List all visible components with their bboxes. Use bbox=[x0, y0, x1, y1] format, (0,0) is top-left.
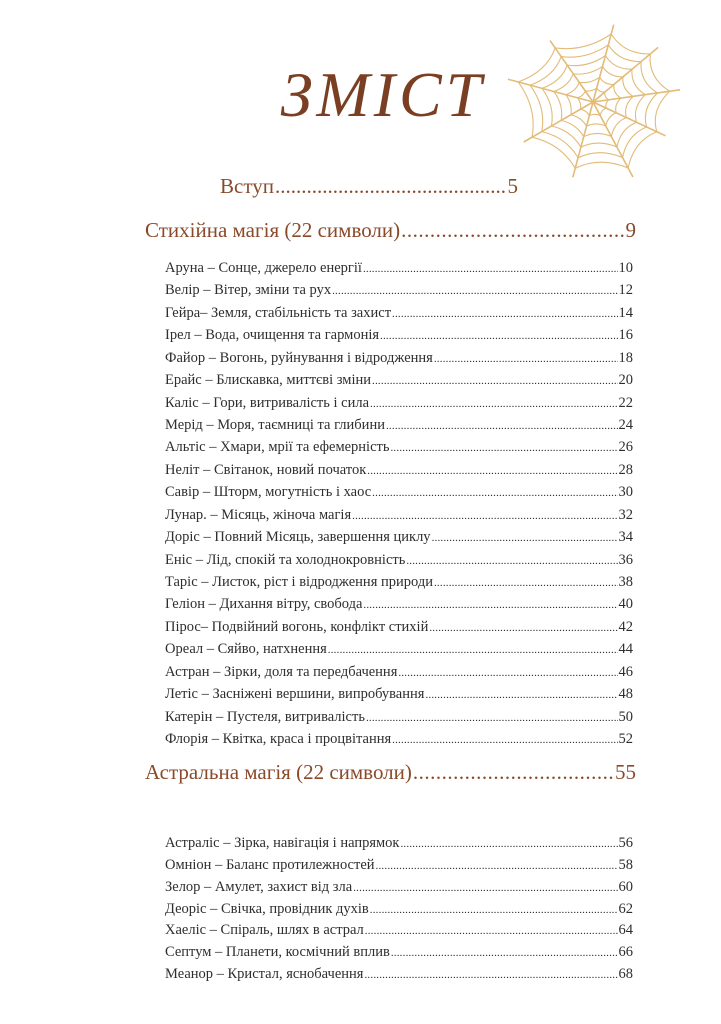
section-heading[interactable] bbox=[145, 760, 636, 785]
toc-entry-label: Савір – Шторм, могутність і хаос bbox=[165, 484, 372, 501]
section-heading-label: Астральна магія (22 символи) bbox=[145, 760, 412, 784]
toc-entry[interactable] bbox=[165, 835, 633, 852]
web-thread bbox=[561, 120, 584, 136]
toc-entry-page: 24 bbox=[618, 417, 633, 433]
web-thread bbox=[555, 34, 611, 49]
web-thread bbox=[584, 133, 612, 136]
web-spoke bbox=[524, 102, 593, 142]
section-heading-page: 9 bbox=[625, 218, 636, 242]
toc-entry-page: 34 bbox=[618, 529, 633, 546]
web-thread bbox=[542, 132, 578, 158]
dot-leader bbox=[434, 350, 618, 367]
dot-leader bbox=[353, 879, 617, 896]
web-spoke bbox=[593, 102, 633, 177]
dot-leader bbox=[363, 260, 618, 277]
web-thread bbox=[579, 77, 599, 82]
web-thread bbox=[554, 92, 562, 121]
dot-leader bbox=[372, 484, 617, 501]
toc-entry[interactable] bbox=[165, 966, 633, 983]
web-thread bbox=[605, 92, 609, 100]
toc-entry-label: Альтіс – Хмари, мрії та ефемерність bbox=[165, 439, 390, 456]
toc-entry-label: Хаеліс – Спіраль, шлях в астрал bbox=[165, 922, 364, 939]
toc-entry[interactable] bbox=[165, 686, 633, 703]
toc-entry[interactable] bbox=[165, 552, 633, 569]
toc-entry-page: 48 bbox=[618, 686, 633, 703]
toc-entry[interactable] bbox=[165, 282, 633, 299]
toc-entry-label: Меанор – Кристал, яснобачення bbox=[165, 966, 364, 983]
toc-entry-label: Ірел – Вода, очищення та гармонія bbox=[165, 327, 380, 344]
toc-entry[interactable] bbox=[165, 462, 633, 479]
toc-entry-label: Пірос– Подвійний вогонь, конфлікт стихій bbox=[165, 618, 429, 635]
toc-entry-page: 52 bbox=[618, 731, 633, 748]
toc-entry-page: 12 bbox=[618, 282, 633, 299]
toc-entry-label: Катерін – Пустеля, витривалість bbox=[165, 708, 365, 725]
dot-leader bbox=[400, 835, 617, 852]
web-thread bbox=[554, 74, 573, 92]
web-spoke bbox=[593, 25, 614, 102]
dot-leader bbox=[432, 529, 618, 546]
toc-entry-page: 14 bbox=[618, 304, 633, 321]
toc-entry-page: 20 bbox=[618, 372, 633, 389]
toc-entry-page: 10 bbox=[618, 260, 633, 276]
toc-entry-label: Деоріс – Свічка, провідник духів bbox=[165, 900, 369, 917]
web-thread bbox=[611, 118, 626, 137]
web-thread bbox=[578, 98, 581, 109]
toc-entry-page: 50 bbox=[618, 708, 633, 725]
section-heading-label: Стихійна магія (22 символи) bbox=[145, 218, 401, 242]
web-thread bbox=[578, 153, 622, 158]
dot-leader bbox=[425, 686, 617, 703]
toc-entry[interactable] bbox=[165, 901, 633, 918]
web-thread bbox=[623, 77, 633, 96]
dot-leader bbox=[370, 901, 618, 918]
dot-leader bbox=[332, 282, 617, 299]
dot-leader bbox=[391, 944, 618, 961]
web-thread bbox=[571, 115, 587, 126]
toc-entry-label: Зелор – Амулет, захист від зла bbox=[165, 878, 353, 895]
web-thread bbox=[587, 124, 606, 126]
toc-entry[interactable] bbox=[165, 395, 633, 412]
toc-entry-label: Летіс – Засніжені вершини, випробування bbox=[165, 686, 425, 703]
web-thread bbox=[606, 100, 609, 108]
web-thread bbox=[589, 114, 600, 115]
toc-entry-page: 30 bbox=[618, 484, 633, 501]
toc-entry-page: 22 bbox=[618, 394, 633, 411]
web-thread bbox=[617, 122, 637, 147]
web-thread bbox=[585, 88, 596, 91]
dot-leader bbox=[275, 174, 507, 199]
web-thread bbox=[635, 95, 645, 123]
toc-entry[interactable] bbox=[165, 619, 633, 636]
dot-leader bbox=[390, 439, 617, 456]
toc-entry[interactable] bbox=[165, 879, 633, 896]
toc-entry[interactable] bbox=[165, 439, 633, 456]
toc-entry-page: 18 bbox=[618, 349, 633, 366]
web-thread bbox=[581, 143, 617, 147]
dot-leader bbox=[363, 596, 617, 613]
web-thread bbox=[600, 77, 614, 84]
toc-entry-page: 56 bbox=[618, 835, 633, 851]
toc-entry-page: 28 bbox=[618, 461, 633, 478]
dot-leader bbox=[365, 922, 618, 939]
toc-entry-label: Астран – Зірки, доля та передбачення bbox=[165, 663, 398, 680]
toc-entry-label: Геліон – Дихання вітру, свобода bbox=[165, 596, 363, 613]
toc-entry[interactable] bbox=[165, 529, 633, 546]
toc-entry-page: 38 bbox=[618, 574, 633, 591]
dot-leader bbox=[328, 641, 618, 658]
dot-leader bbox=[392, 305, 617, 322]
dot-leader bbox=[372, 372, 617, 389]
toc-entry-page: 16 bbox=[618, 327, 633, 344]
dot-leader bbox=[366, 709, 618, 726]
toc-entry-label: Аруна – Сонце, джерело енергії bbox=[165, 260, 362, 276]
web-thread bbox=[616, 98, 621, 113]
web-thread bbox=[605, 56, 632, 70]
dot-leader bbox=[352, 507, 617, 524]
spider-web-icon bbox=[505, 22, 680, 190]
web-thread bbox=[575, 162, 628, 168]
web-thread bbox=[581, 109, 590, 115]
web-thread bbox=[626, 96, 634, 117]
toc-entry[interactable] bbox=[165, 260, 633, 277]
toc-entry-label: Неліт – Світанок, новий початок bbox=[165, 461, 367, 478]
toc-entry[interactable] bbox=[165, 574, 633, 591]
toc-entry-page: 66 bbox=[618, 944, 633, 961]
web-thread bbox=[606, 113, 616, 126]
toc-entry-page: 46 bbox=[618, 663, 633, 680]
web-thread bbox=[530, 85, 543, 131]
toc-entry[interactable] bbox=[165, 944, 633, 961]
web-thread bbox=[614, 85, 621, 99]
toc-entry-page: 68 bbox=[618, 966, 633, 983]
toc-entry[interactable] bbox=[165, 596, 633, 613]
dot-leader bbox=[370, 395, 617, 412]
toc-entry[interactable] bbox=[165, 922, 633, 939]
dot-leader bbox=[392, 731, 617, 748]
web-thread bbox=[542, 88, 552, 126]
toc-entry[interactable] bbox=[165, 372, 633, 389]
toc-entry-page: 64 bbox=[618, 922, 633, 939]
toc-intro-label: Вступ bbox=[220, 174, 274, 198]
web-thread bbox=[578, 91, 586, 98]
web-thread bbox=[655, 91, 669, 132]
toc-entry[interactable] bbox=[165, 484, 633, 501]
dot-leader bbox=[429, 619, 617, 636]
toc-entry-page: 40 bbox=[618, 596, 633, 613]
section-heading-page: 55 bbox=[615, 760, 636, 784]
toc-entry-label: Флорія – Квітка, краса і процвітання bbox=[165, 731, 392, 748]
web-thread bbox=[566, 82, 579, 94]
web-thread bbox=[566, 95, 571, 115]
toc-entry[interactable] bbox=[165, 327, 633, 344]
toc-entry-page: 44 bbox=[618, 641, 633, 658]
web-thread bbox=[573, 66, 602, 74]
dot-leader bbox=[413, 760, 614, 785]
dot-leader bbox=[367, 462, 617, 479]
toc-entry-label: Септум – Планети, космічний вплив bbox=[165, 944, 390, 961]
toc-entry-label: Каліс – Гори, витривалість і сила bbox=[165, 394, 370, 411]
web-thread bbox=[532, 137, 575, 168]
toc-entry-label: Омніон – Баланс протилежностей bbox=[165, 856, 375, 873]
toc-entry-page: 62 bbox=[618, 900, 633, 917]
web-thread bbox=[518, 48, 555, 82]
toc-entry[interactable] bbox=[165, 641, 633, 658]
toc-entry[interactable] bbox=[165, 350, 633, 367]
toc-entry-label: Ерайс – Блискавка, миттєві зміни bbox=[165, 372, 372, 389]
toc-entry-page: 42 bbox=[618, 618, 633, 635]
toc-entry-page: 60 bbox=[618, 878, 633, 895]
dot-leader bbox=[406, 552, 617, 569]
dot-leader bbox=[398, 664, 617, 681]
dot-leader bbox=[434, 574, 618, 591]
toc-entry-page: 58 bbox=[618, 856, 633, 873]
toc-entry-page: 32 bbox=[618, 506, 633, 523]
toc-entry-label: Таріс – Листок, ріст і відродження природи bbox=[165, 574, 433, 591]
toc-entry-label: Ореал – Сяйво, натхнення bbox=[165, 641, 327, 658]
toc-entry-page: 36 bbox=[618, 551, 633, 568]
toc-intro[interactable] bbox=[220, 174, 518, 199]
web-thread bbox=[597, 88, 605, 92]
web-thread bbox=[623, 127, 647, 158]
page-title: ЗМІСТ bbox=[280, 59, 486, 130]
toc-entry[interactable] bbox=[165, 305, 633, 322]
toc-entry[interactable] bbox=[165, 857, 633, 874]
dot-leader bbox=[376, 857, 618, 874]
toc-entry-label: Мерід – Моря, таємниці та глибини bbox=[165, 417, 385, 433]
dot-leader bbox=[386, 417, 618, 434]
toc-entry[interactable] bbox=[165, 709, 633, 726]
toc-entry-label: Файор – Вогонь, руйнування і відродження bbox=[165, 349, 433, 366]
web-spoke bbox=[593, 102, 666, 136]
toc-entry[interactable] bbox=[165, 664, 633, 681]
toc-entry-label: Доріс – Повний Місяць, завершення циклу bbox=[165, 529, 431, 546]
toc-entry[interactable] bbox=[165, 731, 633, 748]
toc-entry-label: Еніс – Лід, спокій та холоднокровність bbox=[165, 551, 406, 568]
toc-entry[interactable] bbox=[165, 417, 633, 434]
toc-entry-label: Лунар. – Місяць, жіноча магія bbox=[165, 506, 352, 523]
web-thread bbox=[632, 69, 645, 94]
toc-entry-label: Велір – Вітер, зміни та рух bbox=[165, 282, 332, 299]
web-thread bbox=[518, 82, 533, 137]
dot-leader bbox=[380, 327, 617, 344]
web-thread bbox=[611, 34, 650, 54]
section-heading[interactable] bbox=[145, 218, 636, 243]
toc-intro-page: 5 bbox=[507, 174, 518, 198]
dot-leader bbox=[364, 966, 617, 983]
dot-leader bbox=[401, 218, 624, 243]
web-thread bbox=[650, 54, 670, 91]
toc-entry-page: 26 bbox=[618, 439, 633, 456]
toc-entry-label: Астраліс – Зірка, навігація і напрямок bbox=[165, 835, 400, 851]
web-thread bbox=[600, 108, 606, 115]
toc-entry-label: Гейра– Земля, стабільність та захист bbox=[165, 304, 392, 321]
toc-entry[interactable] bbox=[165, 507, 633, 524]
